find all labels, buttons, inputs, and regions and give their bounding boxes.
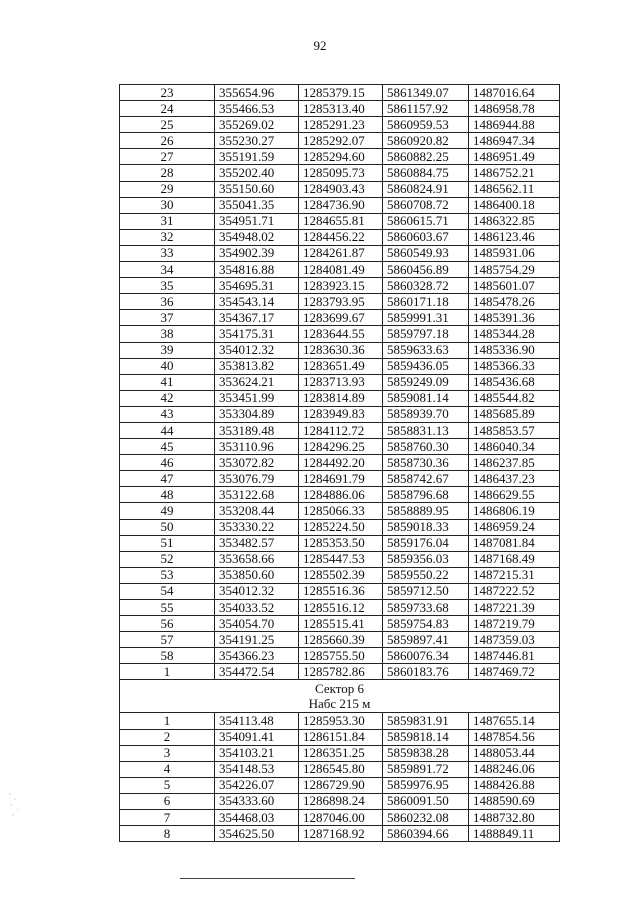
coordinate-cell: 354902.39	[215, 245, 299, 261]
coordinate-cell: 1285313.40	[299, 101, 383, 117]
point-number-cell: 1	[120, 713, 215, 729]
coordinate-cell: 5859249.09	[383, 374, 469, 390]
point-number-cell: 54	[120, 583, 215, 599]
table-row	[120, 777, 560, 793]
point-number-cell: 8	[120, 826, 215, 842]
coordinate-cell: 1487359.03	[469, 632, 560, 648]
coordinate-cell: 1486400.18	[469, 197, 560, 213]
coordinate-cell: 354148.53	[215, 761, 299, 777]
table-row	[120, 487, 560, 503]
table-row	[120, 133, 560, 149]
coordinate-cell: 355150.60	[215, 181, 299, 197]
coordinate-cell: 355654.96	[215, 85, 299, 101]
coordinate-cell: 1286351.25	[299, 745, 383, 761]
coordinate-cell: 1284886.06	[299, 487, 383, 503]
coordinate-cell: 1487222.52	[469, 583, 560, 599]
point-number-cell: 5	[120, 777, 215, 793]
coordinate-cell: 5859356.03	[383, 551, 469, 567]
point-number-cell: 36	[120, 294, 215, 310]
point-number-cell: 41	[120, 374, 215, 390]
point-number-cell: 48	[120, 487, 215, 503]
coordinate-cell: 1485544.82	[469, 390, 560, 406]
coordinate-cell: 1285066.33	[299, 503, 383, 519]
coordinate-cell: 1286151.84	[299, 729, 383, 745]
table-row	[120, 616, 560, 632]
coordinate-cell: 1486562.11	[469, 181, 560, 197]
coordinate-cell: 5859176.04	[383, 535, 469, 551]
point-number-cell: 38	[120, 326, 215, 342]
coordinate-cell: 5858796.68	[383, 487, 469, 503]
coordinate-cell: 1486237.85	[469, 455, 560, 471]
coordinate-cell: 355466.53	[215, 101, 299, 117]
coordinate-cell: 354951.71	[215, 213, 299, 229]
point-number-cell: 31	[120, 213, 215, 229]
coordinate-cell: 354012.32	[215, 583, 299, 599]
coordinate-cell: 1487219.79	[469, 616, 560, 632]
coordinate-cell: 5859633.63	[383, 342, 469, 358]
coordinate-cell: 1287046.00	[299, 810, 383, 826]
point-number-cell: 25	[120, 117, 215, 133]
coordinate-cell: 1284261.87	[299, 245, 383, 261]
coordinate-cell: 354695.31	[215, 278, 299, 294]
coordinate-cell: 354468.03	[215, 810, 299, 826]
coordinate-cell: 353482.57	[215, 535, 299, 551]
point-number-cell: 4	[120, 761, 215, 777]
point-number-cell: 35	[120, 278, 215, 294]
point-number-cell: 29	[120, 181, 215, 197]
point-number-cell: 3	[120, 745, 215, 761]
table-row	[120, 181, 560, 197]
coordinate-cell: 5860959.53	[383, 117, 469, 133]
table-row	[120, 745, 560, 761]
coordinate-cell: 1284112.72	[299, 422, 383, 438]
table-row	[120, 278, 560, 294]
margin-speck-mark	[6, 790, 24, 818]
table-row	[120, 600, 560, 616]
coordinate-cell: 354175.31	[215, 326, 299, 342]
table-row	[120, 729, 560, 745]
coordinate-cell: 354033.52	[215, 600, 299, 616]
coordinate-cell: 1283793.95	[299, 294, 383, 310]
coordinate-cell: 355230.27	[215, 133, 299, 149]
coordinate-cell: 1485754.29	[469, 262, 560, 278]
table-row	[120, 583, 560, 599]
coordinate-cell: 1284296.25	[299, 439, 383, 455]
point-number-cell: 24	[120, 101, 215, 117]
point-number-cell: 34	[120, 262, 215, 278]
table-row	[120, 567, 560, 583]
coordinate-cell: 5859550.22	[383, 567, 469, 583]
coordinate-cell: 1283949.83	[299, 406, 383, 422]
coordinate-cell: 1284655.81	[299, 213, 383, 229]
coordinate-cell: 5858760.30	[383, 439, 469, 455]
coordinate-cell: 1283699.67	[299, 310, 383, 326]
coordinate-cell: 1487221.39	[469, 600, 560, 616]
coordinate-cell: 1486958.78	[469, 101, 560, 117]
point-number-cell: 32	[120, 229, 215, 245]
table-row	[120, 471, 560, 487]
table-row	[120, 213, 560, 229]
coordinate-cell: 5860076.34	[383, 648, 469, 664]
coordinate-cell: 5859838.28	[383, 745, 469, 761]
coordinate-cell: 354226.07	[215, 777, 299, 793]
coordinate-cell: 1283651.49	[299, 358, 383, 374]
point-number-cell: 47	[120, 471, 215, 487]
coordinate-cell: 354012.32	[215, 342, 299, 358]
coordinate-cell: 5859733.68	[383, 600, 469, 616]
point-number-cell: 57	[120, 632, 215, 648]
coordinate-cell: 1486629.55	[469, 487, 560, 503]
coordinate-cell: 1285953.30	[299, 713, 383, 729]
coordinate-cell: 1485601.07	[469, 278, 560, 294]
coordinate-cell: 5859991.31	[383, 310, 469, 326]
coordinate-cell: 1285782.86	[299, 664, 383, 680]
coordinate-cell: 5858889.95	[383, 503, 469, 519]
sector-header-row	[120, 680, 560, 713]
coordinate-cell: 5861349.07	[383, 85, 469, 101]
bottom-rule	[180, 878, 355, 879]
coordinate-cell: 5859712.50	[383, 583, 469, 599]
table-row	[120, 310, 560, 326]
coordinate-cell: 353122.68	[215, 487, 299, 503]
point-number-cell: 1	[120, 664, 215, 680]
point-number-cell: 56	[120, 616, 215, 632]
coordinate-cell: 354091.41	[215, 729, 299, 745]
point-number-cell: 28	[120, 165, 215, 181]
point-number-cell: 51	[120, 535, 215, 551]
table-row	[120, 294, 560, 310]
table-row	[120, 422, 560, 438]
table-row	[120, 503, 560, 519]
coordinate-cell: 1284081.49	[299, 262, 383, 278]
coordinate-cell: 1487854.56	[469, 729, 560, 745]
point-number-cell: 46	[120, 455, 215, 471]
point-number-cell: 33	[120, 245, 215, 261]
table-row	[120, 826, 560, 842]
point-number-cell: 43	[120, 406, 215, 422]
table-row	[120, 535, 560, 551]
coordinate-cell: 5860603.67	[383, 229, 469, 245]
table-row	[120, 648, 560, 664]
point-number-cell: 7	[120, 810, 215, 826]
point-number-cell: 53	[120, 567, 215, 583]
point-number-cell: 6	[120, 793, 215, 809]
coordinate-cell: 5860549.93	[383, 245, 469, 261]
point-number-cell: 49	[120, 503, 215, 519]
coordinate-cell: 5860232.08	[383, 810, 469, 826]
coordinate-cell: 1283713.93	[299, 374, 383, 390]
table-body	[120, 85, 560, 680]
coordinate-cell: 5860920.82	[383, 133, 469, 149]
coordinate-cell: 1286898.24	[299, 793, 383, 809]
coordinate-cell: 1486959.24	[469, 519, 560, 535]
coordinate-cell: 5859831.91	[383, 713, 469, 729]
coordinate-cell: 1488053.44	[469, 745, 560, 761]
table-row	[120, 439, 560, 455]
sector-table-body	[120, 713, 560, 842]
coordinate-cell: 1488732.80	[469, 810, 560, 826]
table-row	[120, 793, 560, 809]
point-number-cell: 26	[120, 133, 215, 149]
sector-header-cell	[120, 680, 560, 713]
coordinate-cell: 1486947.34	[469, 133, 560, 149]
coordinate-cell: 1487655.14	[469, 713, 560, 729]
coordinate-cell: 354816.88	[215, 262, 299, 278]
coordinate-cell: 1284492.20	[299, 455, 383, 471]
table-row	[120, 101, 560, 117]
coordinate-cell: 1486944.88	[469, 117, 560, 133]
coordinate-cell: 5860882.25	[383, 149, 469, 165]
coordinate-cell: 1487446.81	[469, 648, 560, 664]
point-number-cell: 55	[120, 600, 215, 616]
coordinate-cell: 1487168.49	[469, 551, 560, 567]
coordinate-cell: 1485931.06	[469, 245, 560, 261]
table-row	[120, 165, 560, 181]
coordinate-cell: 354054.70	[215, 616, 299, 632]
coordinate-cell: 1487081.84	[469, 535, 560, 551]
coordinate-cell: 5860328.72	[383, 278, 469, 294]
coordinate-cell: 1285095.73	[299, 165, 383, 181]
table-row	[120, 262, 560, 278]
table-row	[120, 85, 560, 101]
coordinate-cell: 5858939.70	[383, 406, 469, 422]
coordinate-cell: 353189.48	[215, 422, 299, 438]
coordinate-cell: 354948.02	[215, 229, 299, 245]
coordinate-cell: 1283644.55	[299, 326, 383, 342]
table-row	[120, 455, 560, 471]
coordinate-cell: 1486437.23	[469, 471, 560, 487]
coordinate-cell: 1486951.49	[469, 149, 560, 165]
coordinate-cell: 353110.96	[215, 439, 299, 455]
coordinate-cell: 1284691.79	[299, 471, 383, 487]
table-row	[120, 713, 560, 729]
table-row	[120, 374, 560, 390]
coordinate-cell: 5858831.13	[383, 422, 469, 438]
point-number-cell: 23	[120, 85, 215, 101]
coordinate-cell: 1485344.28	[469, 326, 560, 342]
coordinate-cell: 1485685.89	[469, 406, 560, 422]
table-row	[120, 406, 560, 422]
coordinate-cell: 5859754.83	[383, 616, 469, 632]
point-number-cell: 52	[120, 551, 215, 567]
point-number-cell: 44	[120, 422, 215, 438]
coordinate-cell: 5859018.33	[383, 519, 469, 535]
coordinate-cell: 354191.25	[215, 632, 299, 648]
coordinate-cell: 5860091.50	[383, 793, 469, 809]
coordinate-cell: 355269.02	[215, 117, 299, 133]
coordinate-cell: 1488849.11	[469, 826, 560, 842]
point-number-cell: 27	[120, 149, 215, 165]
coordinate-cell: 353658.66	[215, 551, 299, 567]
coordinate-cell: 5859436.05	[383, 358, 469, 374]
coordinate-cell: 1486752.21	[469, 165, 560, 181]
sector-title: Сектор 6	[314, 681, 364, 697]
table-row	[120, 551, 560, 567]
coordinate-cell: 5859897.41	[383, 632, 469, 648]
coordinate-cell: 1287168.92	[299, 826, 383, 842]
coordinate-cell: 1486322.85	[469, 213, 560, 229]
coordinate-cell: 5860456.89	[383, 262, 469, 278]
coordinate-cell: 1488246.06	[469, 761, 560, 777]
coordinate-cell: 353813.82	[215, 358, 299, 374]
coordinate-cell: 5859891.72	[383, 761, 469, 777]
coordinates-table	[119, 84, 560, 842]
coordinate-cell: 1285353.50	[299, 535, 383, 551]
coordinate-cell: 5860884.75	[383, 165, 469, 181]
table-row	[120, 149, 560, 165]
table-row	[120, 245, 560, 261]
coordinate-cell: 1284736.90	[299, 197, 383, 213]
coordinate-cell: 1485366.33	[469, 358, 560, 374]
coordinate-cell: 1285660.39	[299, 632, 383, 648]
coordinate-cell: 5860615.71	[383, 213, 469, 229]
coordinate-cell: 353850.60	[215, 567, 299, 583]
coordinate-cell: 5858730.36	[383, 455, 469, 471]
coordinate-cell: 1285515.41	[299, 616, 383, 632]
table-row	[120, 761, 560, 777]
table-row	[120, 519, 560, 535]
coordinate-cell: 1486123.46	[469, 229, 560, 245]
coordinate-cell: 353451.99	[215, 390, 299, 406]
coordinate-cell: 354472.54	[215, 664, 299, 680]
coordinate-cell: 1285447.53	[299, 551, 383, 567]
coordinate-cell: 5859797.18	[383, 326, 469, 342]
coordinate-cell: 1286545.80	[299, 761, 383, 777]
coordinate-cell: 5859818.14	[383, 729, 469, 745]
coordinate-cell: 1285516.36	[299, 583, 383, 599]
point-number-cell: 42	[120, 390, 215, 406]
coordinate-cell: 354367.17	[215, 310, 299, 326]
coordinate-cell: 354625.50	[215, 826, 299, 842]
table-row	[120, 810, 560, 826]
page-number: 92	[313, 38, 327, 53]
coordinate-cell: 1283814.89	[299, 390, 383, 406]
coordinate-cell: 5860183.76	[383, 664, 469, 680]
coordinate-cell: 353072.82	[215, 455, 299, 471]
coordinate-cell: 353076.79	[215, 471, 299, 487]
table-row	[120, 326, 560, 342]
coordinate-cell: 1487215.31	[469, 567, 560, 583]
coordinate-cell: 1485391.36	[469, 310, 560, 326]
coordinate-cell: 5861157.92	[383, 101, 469, 117]
coordinate-cell: 5858742.67	[383, 471, 469, 487]
coordinate-cell: 353624.21	[215, 374, 299, 390]
point-number-cell: 2	[120, 729, 215, 745]
point-number-cell: 37	[120, 310, 215, 326]
coordinate-cell: 1485436.68	[469, 374, 560, 390]
coordinate-cell: 1285516.12	[299, 600, 383, 616]
point-number-cell: 40	[120, 358, 215, 374]
coordinate-cell: 355041.35	[215, 197, 299, 213]
point-number-cell: 30	[120, 197, 215, 213]
coordinate-cell: 5860824.91	[383, 181, 469, 197]
table-row	[120, 632, 560, 648]
coordinate-cell: 1285755.50	[299, 648, 383, 664]
coordinate-cell: 5860171.18	[383, 294, 469, 310]
coordinate-cell: 354333.60	[215, 793, 299, 809]
point-number-cell: 50	[120, 519, 215, 535]
coordinate-cell: 1285294.60	[299, 149, 383, 165]
coordinate-cell: 1485478.26	[469, 294, 560, 310]
coordinate-cell: 5860708.72	[383, 197, 469, 213]
point-number-cell: 45	[120, 439, 215, 455]
coordinate-cell: 1488426.88	[469, 777, 560, 793]
coordinate-cell: 5859976.95	[383, 777, 469, 793]
coordinate-cell: 1285291.23	[299, 117, 383, 133]
coordinate-cell: 5859081.14	[383, 390, 469, 406]
coordinate-cell: 355191.59	[215, 149, 299, 165]
coordinate-cell: 353330.22	[215, 519, 299, 535]
point-number-cell: 39	[120, 342, 215, 358]
table-row	[120, 390, 560, 406]
table-row	[120, 197, 560, 213]
coordinate-cell: 354366.23	[215, 648, 299, 664]
coordinate-cell: 354103.21	[215, 745, 299, 761]
table-row	[120, 358, 560, 374]
table-row	[120, 342, 560, 358]
coordinate-cell: 1486040.34	[469, 439, 560, 455]
coordinate-cell: 1285224.50	[299, 519, 383, 535]
coordinate-cell: 353208.44	[215, 503, 299, 519]
coordinate-cell: 1285379.15	[299, 85, 383, 101]
coordinate-cell: 1286729.90	[299, 777, 383, 793]
coordinate-cell: 5860394.66	[383, 826, 469, 842]
coordinate-cell: 1285292.07	[299, 133, 383, 149]
coordinate-cell: 353304.89	[215, 406, 299, 422]
coordinate-cell: 1485336.90	[469, 342, 560, 358]
sector-header	[120, 680, 560, 713]
coordinate-cell: 354113.48	[215, 713, 299, 729]
coordinate-cell: 1488590.69	[469, 793, 560, 809]
coordinate-cell: 1283923.15	[299, 278, 383, 294]
coordinate-cell: 1283630.36	[299, 342, 383, 358]
coordinate-cell: 354543.14	[215, 294, 299, 310]
table-row	[120, 664, 560, 680]
coordinate-cell: 1285502.39	[299, 567, 383, 583]
table-row	[120, 117, 560, 133]
coordinate-cell: 1284456.22	[299, 229, 383, 245]
coordinate-cell: 1486806.19	[469, 503, 560, 519]
coordinate-cell: 1487469.72	[469, 664, 560, 680]
point-number-cell: 58	[120, 648, 215, 664]
coordinate-cell: 1487016.64	[469, 85, 560, 101]
sector-height: Набс 215 м	[308, 696, 371, 712]
coordinate-cell: 1284903.43	[299, 181, 383, 197]
coordinate-cell: 1485853.57	[469, 422, 560, 438]
coordinate-cell: 355202.40	[215, 165, 299, 181]
table-row	[120, 229, 560, 245]
